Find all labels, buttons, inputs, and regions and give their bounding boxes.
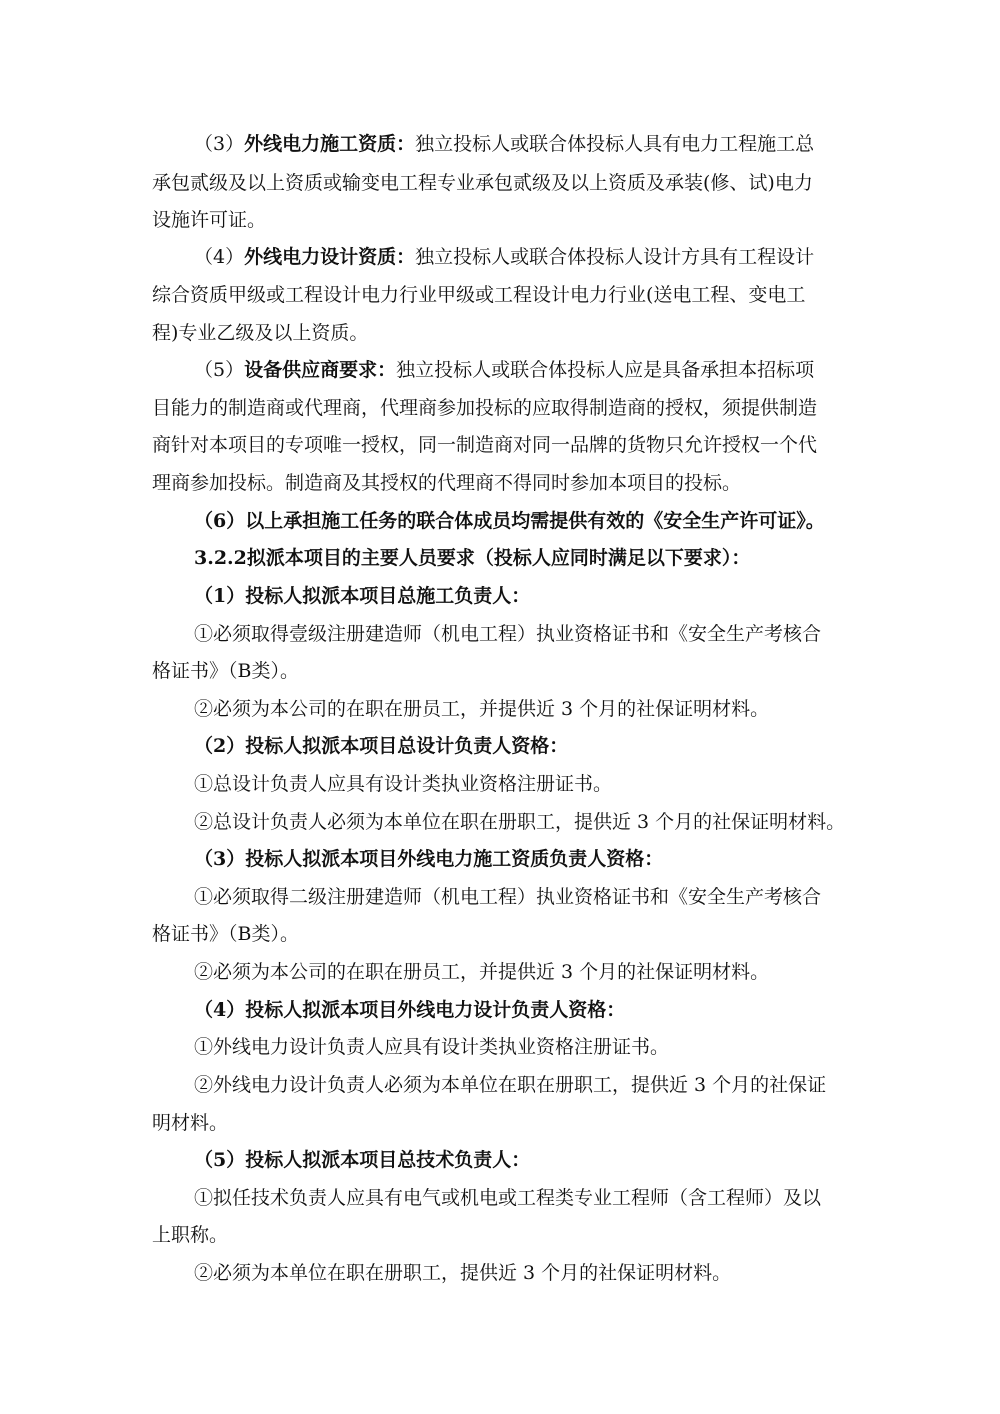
req-5-heading: （5）投标人拟派本项目总技术负责人： bbox=[194, 1149, 531, 1171]
para-3-number: （3） bbox=[194, 133, 245, 155]
req-2-heading: （2）投标人拟派本项目总设计负责人资格： bbox=[194, 735, 569, 757]
para-4-label: 外线电力设计资质： bbox=[244, 246, 416, 268]
req-5-item-a-line-1: ①拟任技术负责人应具有电气或机电或工程类专业工程师（含工程师）及以 bbox=[194, 1187, 822, 1209]
req-4-item-b-line-1: ②外线电力设计负责人必须为本单位在职在册职工，提供近 3 个月的社保证 bbox=[194, 1074, 827, 1096]
para-5-line-2: 目能力的制造商或代理商，代理商参加投标的应取得制造商的授权，须提供制造 bbox=[152, 397, 818, 419]
req-1-item-a-line-2: 格证书》（B类）。 bbox=[152, 660, 299, 682]
para-5-number: （5） bbox=[194, 359, 245, 381]
para-3-line-2: 承包贰级及以上资质或输变电工程专业承包贰级及以上资质及承装(修、试)电力 bbox=[152, 172, 813, 194]
para-5-line-3: 商针对本项目的专项唯一授权，同一制造商对同一品牌的货物只允许授权一个代 bbox=[152, 434, 818, 456]
req-5-item-b: ②必须为本单位在职在册职工，提供近 3 个月的社保证明材料。 bbox=[194, 1262, 732, 1284]
para-3-line-3: 设施许可证。 bbox=[152, 209, 267, 231]
para-3-label: 外线电力施工资质： bbox=[244, 133, 416, 155]
para-4-line-3: 程)专业乙级及以上资质。 bbox=[152, 322, 369, 344]
para-4-line-2: 综合资质甲级或工程设计电力行业甲级或工程设计电力行业(送电工程、变电工 bbox=[152, 284, 806, 306]
para-5-line-4: 理商参加投标。制造商及其授权的代理商不得同时参加本项目的投标。 bbox=[152, 472, 742, 494]
para-3-text: 独立投标人或联合体投标人具有电力工程施工总 bbox=[415, 133, 815, 155]
para-4-text: 独立投标人或联合体投标人设计方具有工程设计 bbox=[415, 246, 815, 268]
req-2-item-b: ②总设计负责人必须为本单位在职在册职工，提供近 3 个月的社保证明材料。 bbox=[194, 811, 846, 833]
req-1-heading: （1）投标人拟派本项目总施工负责人： bbox=[194, 585, 531, 607]
para-5-line-1 bbox=[194, 357, 814, 383]
section-heading: 3.2.2拟派本项目的主要人员要求（投标人应同时满足以下要求）： bbox=[194, 547, 751, 569]
req-1-item-b: ②必须为本公司的在职在册员工，并提供近 3 个月的社保证明材料。 bbox=[194, 698, 770, 720]
req-4-heading: （4）投标人拟派本项目外线电力设计负责人资格： bbox=[194, 999, 626, 1021]
req-3-item-b: ②必须为本公司的在职在册员工，并提供近 3 个月的社保证明材料。 bbox=[194, 961, 770, 983]
para-6: （6）以上承担施工任务的联合体成员均需提供有效的《安全生产许可证》。 bbox=[194, 510, 825, 532]
para-5-text: 独立投标人或联合体投标人应是具备承担本招标项 bbox=[396, 359, 815, 381]
req-3-item-a-line-2: 格证书》（B类）。 bbox=[152, 923, 299, 945]
req-3-heading: （3）投标人拟派本项目外线电力施工资质负责人资格： bbox=[194, 848, 664, 870]
req-1-item-a-line-1: ①必须取得壹级注册建造师（机电工程）执业资格证书和《安全生产考核合 bbox=[194, 623, 822, 645]
req-4-item-b-line-2: 明材料。 bbox=[152, 1112, 229, 1134]
para-4-number: （4） bbox=[194, 246, 245, 268]
req-3-item-a-line-1: ①必须取得二级注册建造师（机电工程）执业资格证书和《安全生产考核合 bbox=[194, 886, 822, 908]
req-2-item-a: ①总设计负责人应具有设计类执业资格注册证书。 bbox=[194, 773, 613, 795]
para-4-line-1 bbox=[194, 244, 814, 270]
para-3-line-1 bbox=[194, 131, 814, 157]
req-5-item-a-line-2: 上职称。 bbox=[152, 1224, 229, 1246]
req-4-item-a: ①外线电力设计负责人应具有设计类执业资格注册证书。 bbox=[194, 1036, 670, 1058]
para-5-label: 设备供应商要求： bbox=[244, 359, 397, 381]
